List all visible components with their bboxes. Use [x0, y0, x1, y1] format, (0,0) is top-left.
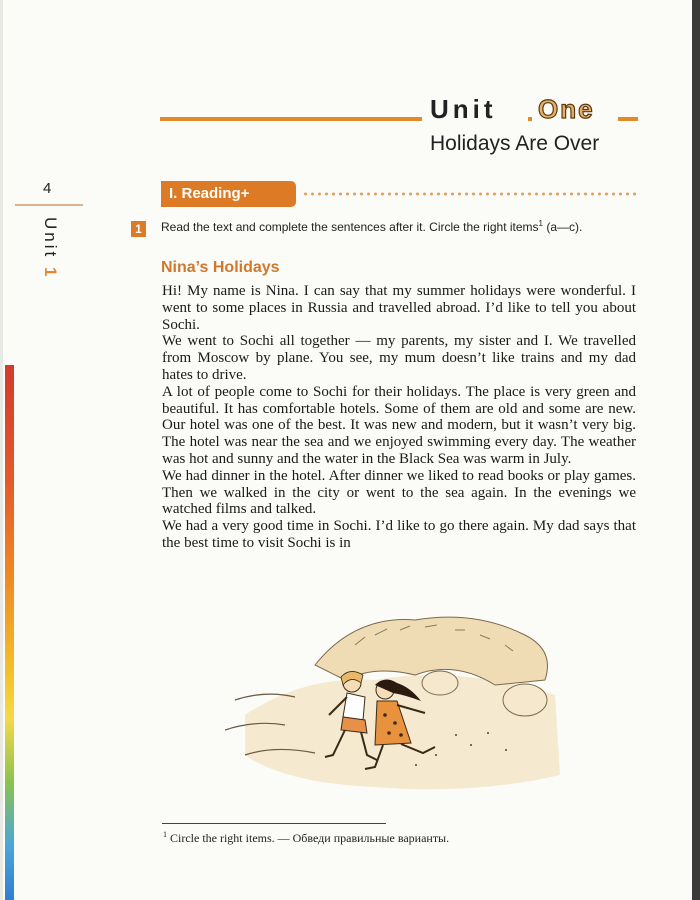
instruction-tail: (a—c).: [542, 220, 583, 234]
rock: [422, 671, 458, 695]
section-banner: I. Reading+: [161, 181, 296, 207]
instruction-text: Read the text and complete the sentences after it. Circle the right items: [161, 220, 539, 234]
footnote-marker: 1: [163, 830, 167, 839]
beach-illustration: [225, 605, 565, 800]
footnote-rule: [162, 823, 386, 824]
unit-title: Holidays Are Over: [430, 132, 600, 155]
dotted-rule: [302, 192, 638, 196]
footnote-ref: 1: [538, 219, 543, 228]
page-edge: [0, 0, 3, 900]
page-number: 4: [43, 180, 52, 197]
story-title: Nina’s Holidays: [161, 259, 280, 276]
unit-word: Unit: [422, 92, 528, 124]
story-paragraph: We went to Sochi all together — my parents, my sister and I. We travelled from Moscow by plane. You see, my mum doesn’t like trains and my dad hates to drive.: [162, 333, 636, 383]
footnote-text: Circle the right items. — Обведи правильные варианты.: [167, 831, 450, 845]
story-paragraph: A lot of people come to Sochi for their holidays. The place is very green and beautiful. It has comfortable hotels. Some of them are old and some are new. Our hotel was one of the best. It was new and modern, but it wasn’t very big. The hotel was near the sea and we enjoyed swimming every day. The weather was hot and sunny and the water in the Black Sea was warm in July.: [162, 383, 636, 467]
story-text: [162, 283, 636, 552]
story-paragraph: Hi! My name is Nina. I can say that my summer holidays were wonderful. I went to some places in Russia and travelled abroad. I’d like to tell you about Sochi.: [162, 283, 636, 333]
exercise-number-badge: 1: [131, 221, 146, 237]
rock: [503, 684, 547, 716]
margin-unit-word: Unit: [41, 217, 60, 260]
unit-number-word: One: [532, 92, 618, 124]
rainbow-edge-stripe: [5, 365, 14, 900]
exercise-instruction: [161, 220, 635, 235]
margin-rule: [15, 204, 83, 206]
margin-unit-label: [40, 217, 60, 279]
story-paragraph: We had dinner in the hotel. After dinner we liked to read books or play games. Then we walked in the city or went to the sea again. In the evenings we watched films and talked.: [162, 467, 636, 518]
footnote: [163, 831, 449, 846]
margin-unit-number: 1: [41, 266, 60, 280]
story-paragraph: We had a very good time in Sochi. I’d like to go there again. My dad says that the best time to visit Sochi is in: [162, 518, 636, 551]
